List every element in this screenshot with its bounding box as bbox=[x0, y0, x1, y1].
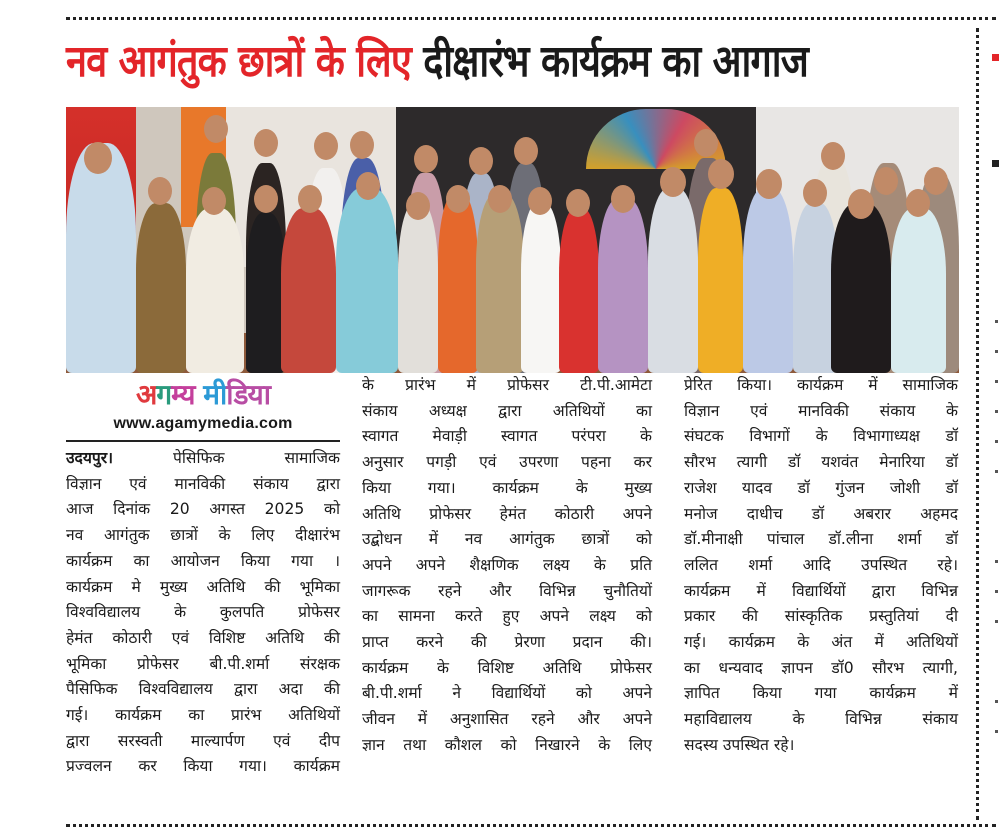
text-line: कार्यक्रम मे मुख्य अतिथि की भूमिका bbox=[66, 577, 340, 596]
person-head bbox=[204, 115, 228, 143]
person bbox=[186, 208, 244, 373]
person-head bbox=[821, 142, 845, 170]
text-line: किया गया। कार्यक्रम के मुख्य bbox=[362, 478, 652, 497]
text-line: विज्ञान एवं मानविकी संकाय द्वारा bbox=[66, 474, 340, 493]
text-line: सदस्य उपस्थित रहे। bbox=[684, 735, 795, 754]
person-head bbox=[350, 131, 374, 159]
article-headline bbox=[66, 30, 840, 94]
person-head bbox=[694, 129, 718, 157]
text-line: विज्ञान एवं मानविकी संकाय के bbox=[684, 401, 958, 420]
person-head bbox=[406, 192, 430, 220]
person bbox=[336, 188, 398, 373]
text-line: नव आगंतुक छात्रों के लिए दीक्षारंभ bbox=[66, 526, 340, 545]
person bbox=[281, 208, 336, 373]
person bbox=[438, 193, 478, 373]
article-column-1 bbox=[66, 446, 340, 780]
text-line: ज्ञान तथा कौशल को निखारने के लिए bbox=[362, 735, 652, 754]
neighbor-article-fragment-black bbox=[992, 160, 999, 167]
top-dotted-border bbox=[66, 17, 996, 20]
text-line: संकाय अध्यक्ष द्वारा अतिथियों का bbox=[362, 401, 652, 420]
person-head bbox=[708, 159, 734, 189]
person-head bbox=[756, 169, 782, 199]
text-line: कार्यक्रम के विशिष्ट अतिथि प्रोफेसर bbox=[362, 658, 652, 677]
article-column-2 bbox=[362, 373, 652, 759]
person bbox=[698, 188, 743, 373]
neighbor-text-fragment bbox=[995, 320, 998, 323]
text-line bbox=[66, 446, 340, 472]
text-line: गई। कार्यक्रम के अंत में अतिथियों bbox=[684, 633, 958, 652]
person-head bbox=[566, 189, 590, 217]
text-line: जागरूक रहने और विभिन्न चुनौतियों bbox=[362, 581, 652, 600]
person-head bbox=[906, 189, 930, 217]
text-line: कार्यक्रम का आयोजन किया गया । bbox=[66, 551, 340, 570]
person-head bbox=[356, 172, 380, 200]
person-head bbox=[848, 189, 874, 219]
text-line: का धन्यवाद ज्ञापन डॉ0 सौरभ त्यागी, bbox=[684, 658, 958, 677]
person-head bbox=[660, 167, 686, 197]
text-line: जीवन में अनुशासित रहने और अपने bbox=[362, 710, 652, 729]
person-head bbox=[446, 185, 470, 213]
person-head bbox=[298, 185, 322, 213]
right-column-divider bbox=[976, 28, 979, 820]
person bbox=[559, 208, 599, 373]
person bbox=[598, 198, 648, 373]
publisher-branding bbox=[66, 378, 340, 434]
person-head bbox=[611, 185, 635, 213]
text-line: संघटक विभागों के विभागाध्यक्ष डॉ bbox=[684, 427, 958, 446]
neighbor-text-fragment bbox=[995, 380, 998, 383]
text-line: कार्यक्रम में विद्यार्थियों द्वारा विभिन्न bbox=[684, 581, 958, 600]
person-head bbox=[314, 132, 338, 160]
neighbor-text-fragment bbox=[995, 440, 998, 443]
text-line: के प्रारंभ में प्रोफेसर टी.पी.आमेटा bbox=[362, 376, 652, 394]
neighbor-text-fragment bbox=[995, 590, 998, 593]
person bbox=[246, 213, 286, 373]
text-line: स्वागत मेवाड़ी स्वागत परंपरा के bbox=[362, 427, 652, 446]
neighbor-text-fragment bbox=[995, 350, 998, 353]
text-line: महाविद्यालय के विभिन्न संकाय bbox=[684, 710, 958, 729]
person bbox=[831, 203, 891, 373]
text-line: विश्वविद्यालय के कुलपति प्रोफेसर bbox=[66, 603, 340, 622]
publisher-website: www.agamymedia.com bbox=[113, 415, 293, 432]
text-line: डॉ.मीनाक्षी पांचाल डॉ.लीना शर्मा डॉ bbox=[684, 530, 958, 549]
logo-segment: मी bbox=[194, 378, 227, 411]
text-line: आज दिनांक 20 अगस्त 2025 को bbox=[66, 500, 340, 519]
text-line: मनोज दाधीच डॉ अबरार अहमद bbox=[684, 504, 958, 523]
text-line: ज्ञापित किया गया कार्यक्रम में bbox=[684, 684, 958, 703]
neighbor-text-fragment bbox=[995, 700, 998, 703]
logo-segment: डिया bbox=[226, 378, 270, 411]
text-line: भूमिका प्रोफेसर बी.पी.शर्मा संरक्षक bbox=[66, 654, 340, 673]
person-head bbox=[202, 187, 226, 215]
text-line: प्राप्त करने की प्रेरणा प्रदान की। bbox=[362, 633, 652, 652]
text-line: ललित शर्मा आदि उपस्थित रहे। bbox=[684, 555, 958, 574]
text-line: उद्बोधन में नव आगंतुक छात्रों को bbox=[362, 530, 652, 549]
person bbox=[136, 203, 186, 373]
person bbox=[476, 193, 524, 373]
article-column-3 bbox=[684, 373, 958, 759]
text-line: पैसिफिक विश्वविद्यालय द्वारा अदा की bbox=[66, 680, 340, 699]
person bbox=[743, 188, 793, 373]
text-line: प्रकार की सांस्कृतिक प्रस्तुतियां दी bbox=[684, 607, 958, 626]
neighbor-text-fragment bbox=[995, 730, 998, 733]
text-line: प्रेरित किया। कार्यक्रम में सामाजिक bbox=[684, 376, 958, 394]
person-head bbox=[469, 147, 493, 175]
person-head bbox=[514, 137, 538, 165]
person-head bbox=[488, 185, 512, 213]
branding-divider bbox=[66, 440, 340, 442]
text-line: का सामना करते हुए अपने लक्ष्य को bbox=[362, 607, 652, 626]
person-head bbox=[254, 185, 278, 213]
dateline: उदयपुर। bbox=[66, 449, 114, 467]
person-head bbox=[254, 129, 278, 157]
neighbor-article-fragment-red bbox=[992, 54, 999, 61]
person bbox=[66, 143, 136, 373]
person bbox=[891, 208, 946, 373]
bottom-dotted-border bbox=[66, 824, 996, 827]
person bbox=[648, 188, 698, 373]
publisher-logo bbox=[66, 378, 340, 412]
logo-segment: म्य bbox=[171, 378, 195, 411]
logo-segment: अ bbox=[136, 378, 157, 411]
text-line: गई। कार्यक्रम का प्रारंभ अतिथियों bbox=[66, 706, 340, 725]
group-photo bbox=[66, 107, 959, 373]
headline-red-part: नव आगंतुक छात्रों के लिए bbox=[66, 36, 411, 87]
person-head bbox=[924, 167, 948, 195]
text-line: द्वारा सरस्वती माल्यार्पण एवं दीप bbox=[66, 731, 340, 750]
neighbor-text-fragment bbox=[995, 410, 998, 413]
text-line: बी.पी.शर्मा ने विद्यार्थियों को अपने bbox=[362, 684, 652, 703]
text-line: प्रज्वलन कर किया गया। कार्यक्रम bbox=[66, 757, 340, 776]
headline-black-part: दीक्षारंभ कार्यक्रम का आगाज bbox=[410, 36, 808, 87]
person-head bbox=[84, 142, 112, 174]
person-head bbox=[803, 179, 827, 207]
person-head bbox=[148, 177, 172, 205]
text-line: अतिथि प्रोफेसर हेमंत कोठारी अपने bbox=[362, 504, 652, 523]
person bbox=[398, 203, 438, 373]
text-line: अनुसार पगड़ी एवं उपरणा पहना कर bbox=[362, 453, 652, 472]
neighbor-text-fragment bbox=[995, 620, 998, 623]
logo-segment: ग bbox=[156, 378, 172, 411]
neighbor-text-fragment bbox=[995, 470, 998, 473]
text-line-content: पेसिफिक सामाजिक bbox=[113, 449, 340, 467]
person-head bbox=[874, 167, 898, 195]
text-line: राजेश यादव डॉ गुंजन जोशी डॉ bbox=[684, 478, 958, 497]
text-line: सौरभ त्यागी डॉ यशवंत मेनारिया डॉ bbox=[684, 453, 958, 472]
person bbox=[521, 203, 561, 373]
person-head bbox=[528, 187, 552, 215]
neighbor-text-fragment bbox=[995, 560, 998, 563]
text-line: अपने अपने शैक्षणिक लक्ष्य के प्रति bbox=[362, 555, 652, 574]
text-line: हेमंत कोठारी एवं विशिष्ट अतिथि की bbox=[66, 628, 340, 647]
person-head bbox=[414, 145, 438, 173]
